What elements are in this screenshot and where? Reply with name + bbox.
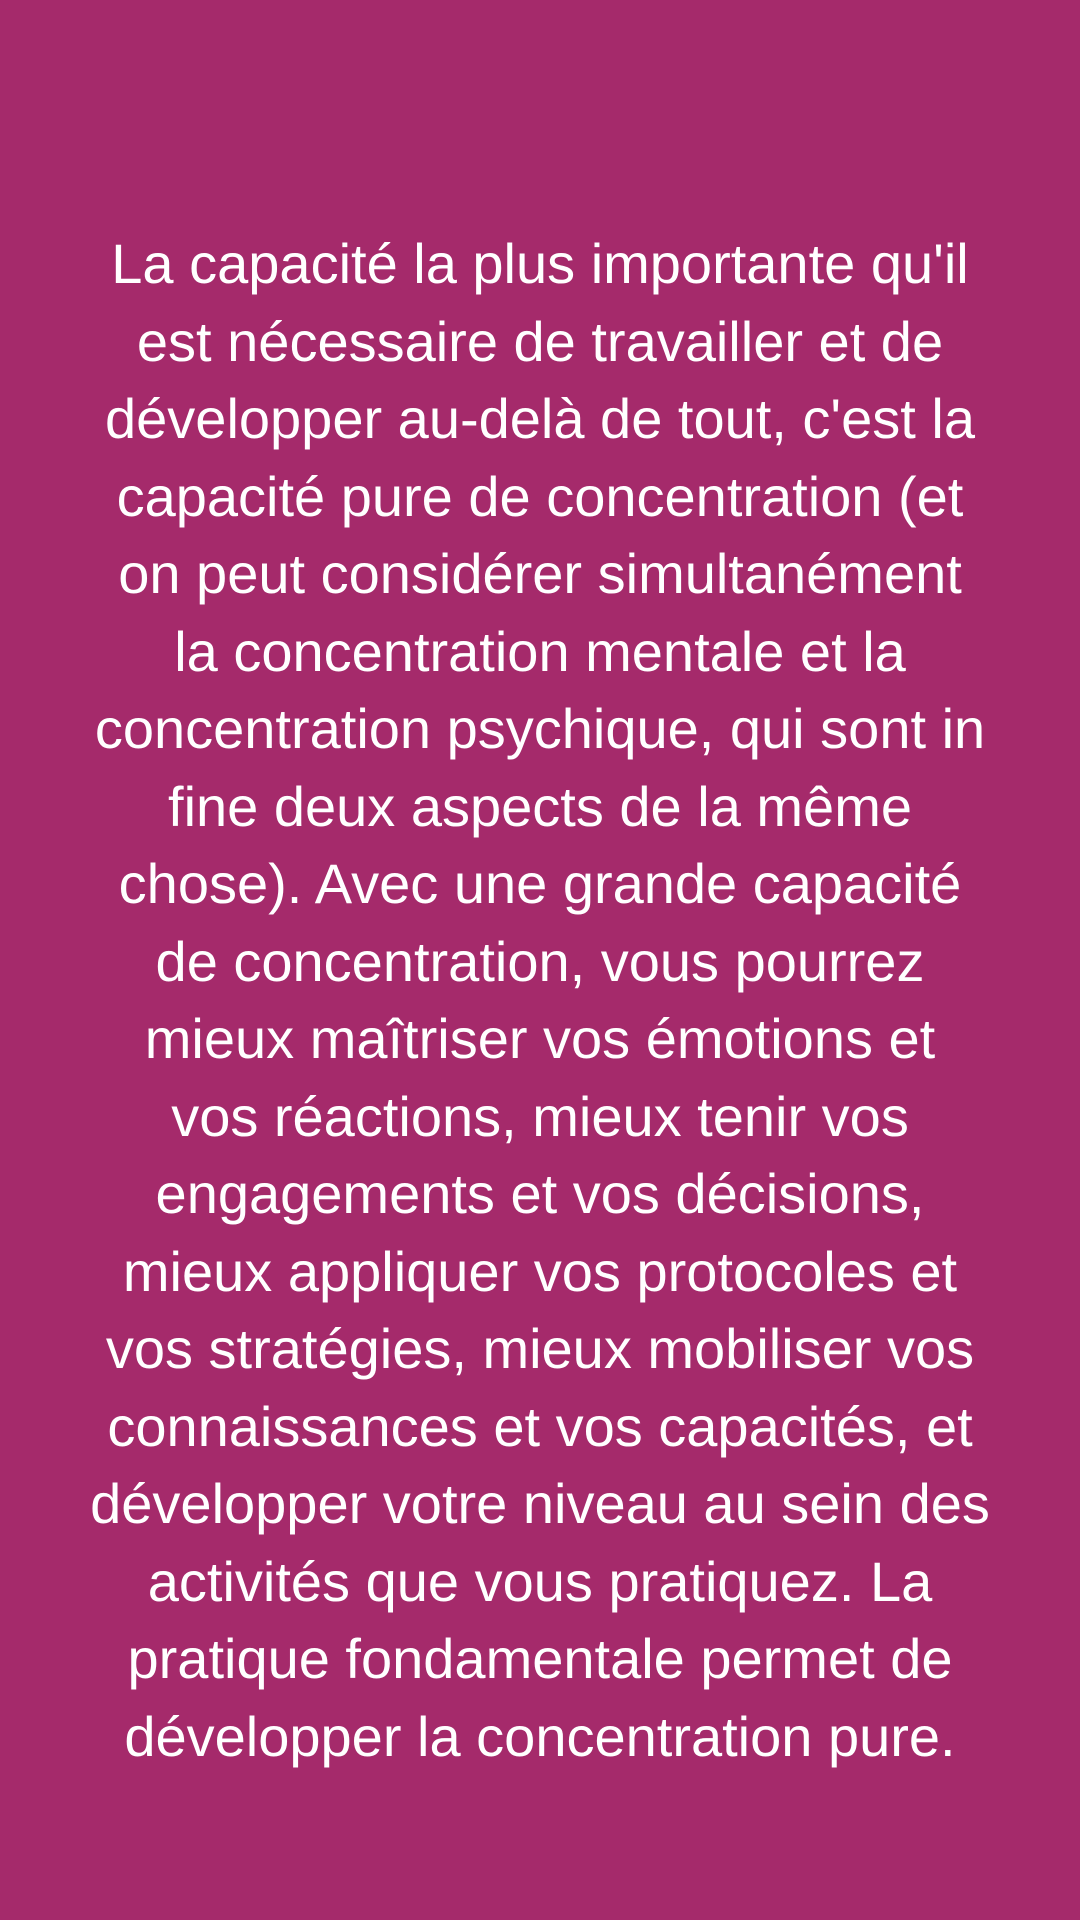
post-text-line: de concentration, vous pourrez: [155, 929, 925, 993]
post-text-line: capacité pure de concentration (et: [116, 464, 964, 528]
post-text-line: développer la concentration pure.: [124, 1704, 956, 1768]
post-text-line: La capacité la plus importante qu'il: [111, 232, 969, 295]
post-text-line: développer votre niveau au sein des: [90, 1472, 990, 1535]
post-text-line: on peut considérer simultanément: [118, 542, 962, 605]
post-text-line: concentration psychique, qui sont in: [94, 697, 986, 760]
post-text-line: est nécessaire de travailler et de: [136, 309, 944, 373]
post-text-line: mieux appliquer vos protocoles et: [122, 1239, 958, 1303]
post-text-line: connaissances et vos capacités, et: [107, 1394, 973, 1458]
post-text: [40, 225, 1040, 1775]
post-text-line: engagements et vos décisions,: [155, 1162, 925, 1225]
post-text-line: vos stratégies, mieux mobiliser vos: [105, 1317, 975, 1380]
post-text-line: chose). Avec une grande capacité: [118, 852, 962, 915]
post-text-line: pratique fondamentale permet de: [127, 1627, 953, 1690]
post-text-line: développer au-delà de tout, c'est la: [105, 387, 975, 450]
post-text-line: fine deux aspects de la même: [168, 774, 912, 838]
post-text-line: la concentration mentale et la: [174, 619, 906, 683]
post-text-line: vos réactions, mieux tenir vos: [171, 1084, 909, 1148]
post-text-line: mieux maîtriser vos émotions et: [144, 1007, 936, 1070]
post-text-line: activités que vous pratiquez. La: [147, 1549, 933, 1613]
